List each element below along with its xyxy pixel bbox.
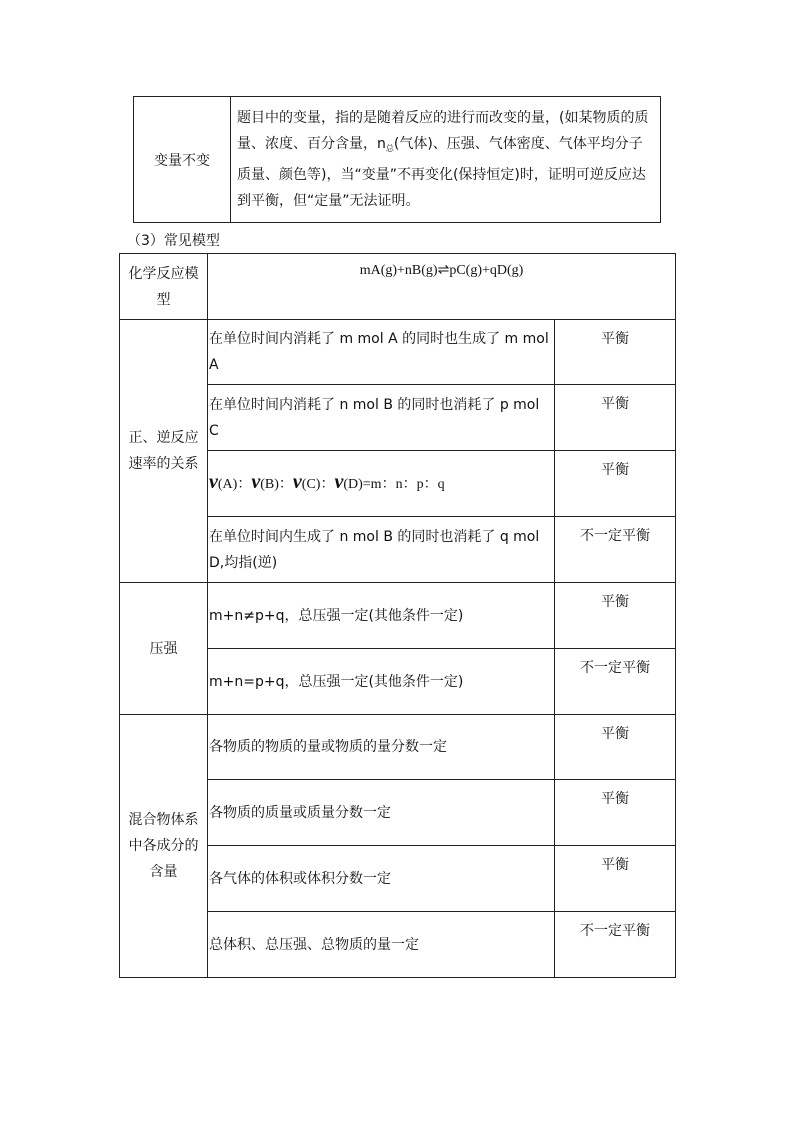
result-cell: 平衡	[555, 715, 676, 780]
velocity-symbol: ν	[251, 471, 261, 493]
section-caption: （3）常见模型	[127, 233, 220, 249]
condition-cell: m+n=p+q，总压强一定(其他条件一定)	[208, 649, 555, 715]
result-cell: 平衡	[555, 320, 676, 385]
condition-cell: 各物质的物质的量或物质的量分数一定	[208, 715, 555, 780]
result-cell: 平衡	[555, 780, 676, 846]
condition-cell: 各气体的体积或体积分数一定	[208, 846, 555, 912]
category-pressure: 压强	[120, 583, 208, 715]
condition-cell: 各物质的质量或质量分数一定	[208, 780, 555, 846]
category-mixture-content: 混合物体系中各成分的含量	[120, 715, 208, 978]
condition-cell: 在单位时间内消耗了 m mol A 的同时也生成了 m mol A	[208, 320, 555, 385]
variable-label: 变量不变	[134, 97, 231, 223]
result-cell: 平衡	[555, 385, 676, 451]
result-cell: 不一定平衡	[555, 649, 676, 715]
result-cell: 平衡	[555, 451, 676, 517]
result-cell: 不一定平衡	[555, 517, 676, 583]
result-cell: 不一定平衡	[555, 912, 676, 978]
rate-ratio-cell: ν(A)：ν(B)：ν(C)：ν(D)=m：n：p：q	[208, 451, 555, 517]
category-rate-relation: 正、逆反应速率的关系	[120, 320, 208, 583]
velocity-symbol: ν	[209, 471, 218, 493]
result-cell: 平衡	[555, 583, 676, 649]
velocity-symbol: ν	[334, 471, 344, 493]
model-table	[119, 253, 676, 978]
result-cell: 平衡	[555, 846, 676, 912]
condition-cell: 总体积、总压强、总物质的量一定	[208, 912, 555, 978]
reaction-equation: mA(g)+nB(g)⇌pC(g)+qD(g)	[208, 254, 676, 320]
condition-cell: 在单位时间内生成了 n mol B 的同时也消耗了 q mol D,均指(逆)	[208, 517, 555, 583]
header-label: 化学反应模型	[120, 254, 208, 320]
condition-cell: m+n≠p+q，总压强一定(其他条件一定)	[208, 583, 555, 649]
variable-description: 题目中的变量，指的是随着反应的进行而改变的量，(如某物质的质量、浓度、百分含量，$n_总$(气体)、压强、气体密度、气体平均分子质量、颜色等)，当“变量”不再变化(保持恒定)时，证明可逆反应达到平衡，但“定量”无法证明。	[231, 97, 661, 223]
condition-cell: 在单位时间内消耗了 n mol B 的同时也消耗了 p mol C	[208, 385, 555, 451]
velocity-symbol: ν	[292, 471, 302, 493]
variable-table	[133, 96, 661, 223]
